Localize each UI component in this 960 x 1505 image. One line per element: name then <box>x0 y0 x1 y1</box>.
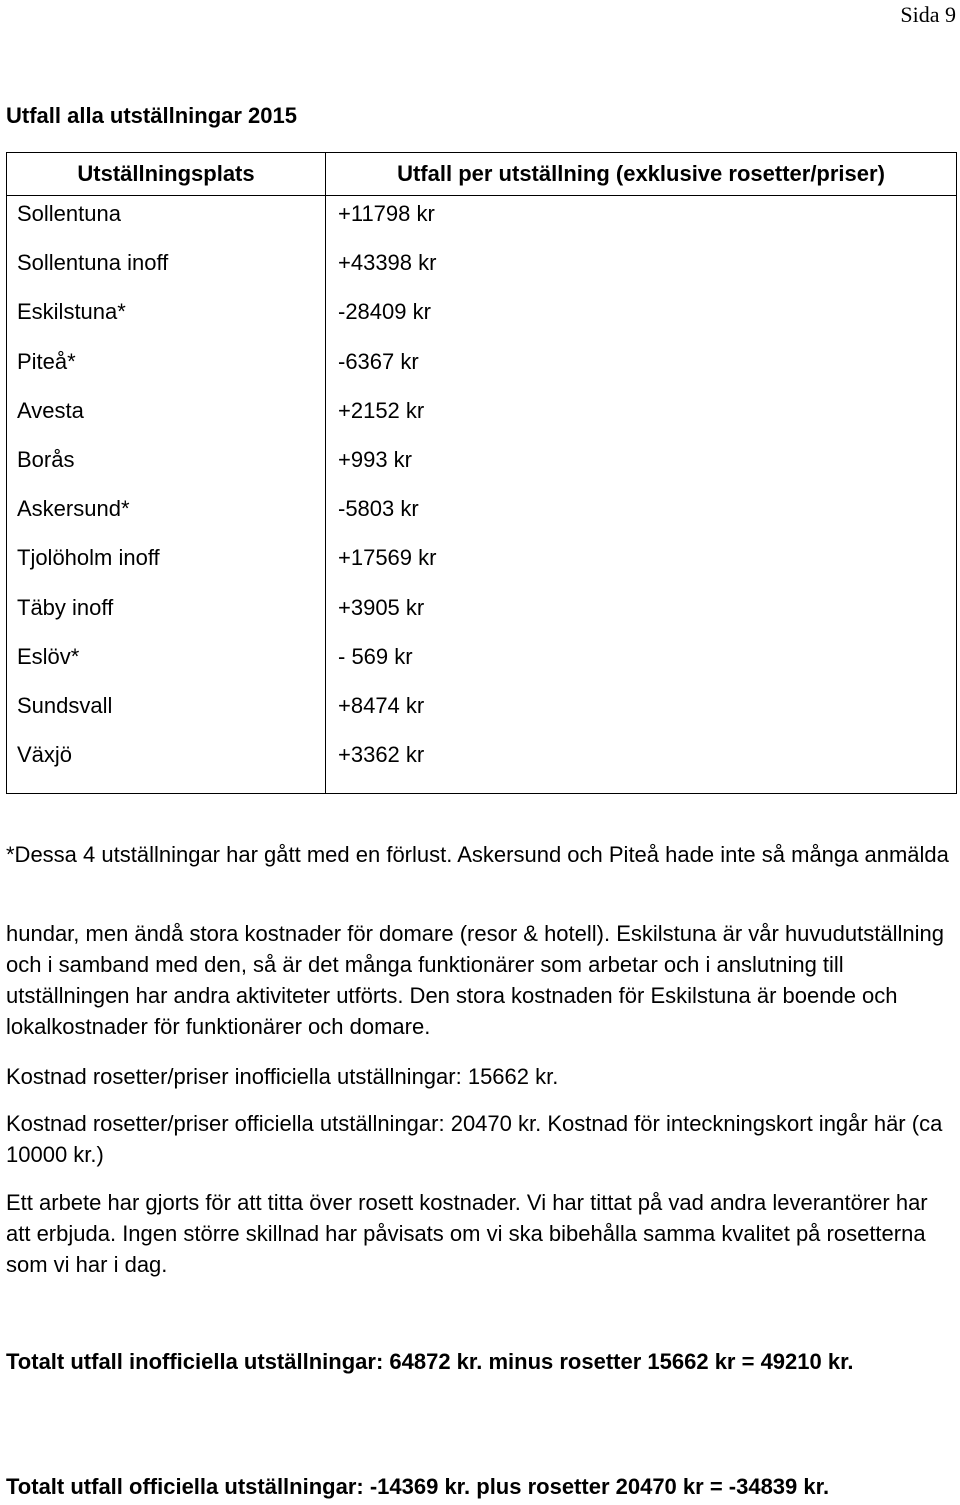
page-number: Sida 9 <box>900 2 956 27</box>
result-item: +993 kr <box>338 446 412 472</box>
result-item: -28409 kr <box>338 299 431 325</box>
rosette-work-paragraph: Ett arbete har gjorts för att titta över rosett kostnader. Vi har tittat på vad andra leverantörer har att erbjuda. Ingen större skillnad har påvisats om vi ska bibehålla samma kvalitet på rosetterna som vi har i dag. <box>6 1190 928 1277</box>
places-list <box>7 196 325 789</box>
result-item: +43398 kr <box>338 250 437 276</box>
result-item: +3362 kr <box>338 742 425 768</box>
places-cell <box>7 196 326 794</box>
explanation-paragraph: hundar, men ändå stora kostnader för domare (resor & hotell). Eskilstuna är vår huvudutställning och i samband med den, så är det många funktionärer som arbetar och i anslutning till utställningen har andra aktiviteter utförts. Den stora kostnaden för Eskilstuna är boende och lokalkostnader för funktionärer och domare. <box>6 921 944 1039</box>
result-item: +11798 kr <box>338 201 435 226</box>
result-item: +17569 kr <box>338 545 437 571</box>
results-table <box>6 152 957 794</box>
page-title: Utfall alla utställningar 2015 <box>6 103 297 128</box>
place-item: Askersund* <box>17 496 130 522</box>
place-item: Täby inoff <box>17 594 114 620</box>
total-official-summary: Totalt utfall officiella utställningar: -14369 kr. plus rosetter 20470 kr = -34839 kr. <box>6 1474 830 1499</box>
table-body-row <box>7 196 957 794</box>
place-item: Sundsvall <box>17 692 113 718</box>
result-item: +2152 kr <box>338 397 425 423</box>
place-item: Växjö <box>17 742 73 768</box>
place-item: Piteå* <box>17 348 76 374</box>
result-item: - 569 kr <box>338 643 413 669</box>
header-place: Utställningsplats <box>7 153 326 196</box>
total-inofficial-summary: Totalt utfall inofficiella utställningar: 64872 kr. minus rosetter 15662 kr = 49210 kr. <box>6 1349 854 1374</box>
place-item: Sollentuna inoff <box>17 250 169 276</box>
place-item: Eslöv* <box>17 643 80 669</box>
result-item: +8474 kr <box>338 692 425 718</box>
cost-official-paragraph: Kostnad rosetter/priser officiella utställningar: 20470 kr. Kostnad för inteckningskort ingår här (ca 10000 kr.) <box>6 1111 943 1167</box>
header-result: Utfall per utställning (exklusive rosetter/priser) <box>326 153 957 196</box>
place-item: Tjolöholm inoff <box>17 545 160 571</box>
results-cell <box>326 196 957 794</box>
result-item: +3905 kr <box>338 594 425 620</box>
place-item: Sollentuna <box>17 201 121 226</box>
result-item: -6367 kr <box>338 348 419 374</box>
place-item: Eskilstuna* <box>17 299 126 325</box>
results-list <box>326 196 956 789</box>
table-header-row <box>7 153 957 196</box>
cost-inofficial-paragraph: Kostnad rosetter/priser inofficiella utställningar: 15662 kr. <box>6 1064 559 1089</box>
place-item: Avesta <box>17 397 84 423</box>
result-item: -5803 kr <box>338 496 419 522</box>
place-item: Borås <box>17 446 75 472</box>
loss-note: *Dessa 4 utställningar har gått med en förlust. Askersund och Piteå hade inte så många anmälda <box>6 842 949 867</box>
